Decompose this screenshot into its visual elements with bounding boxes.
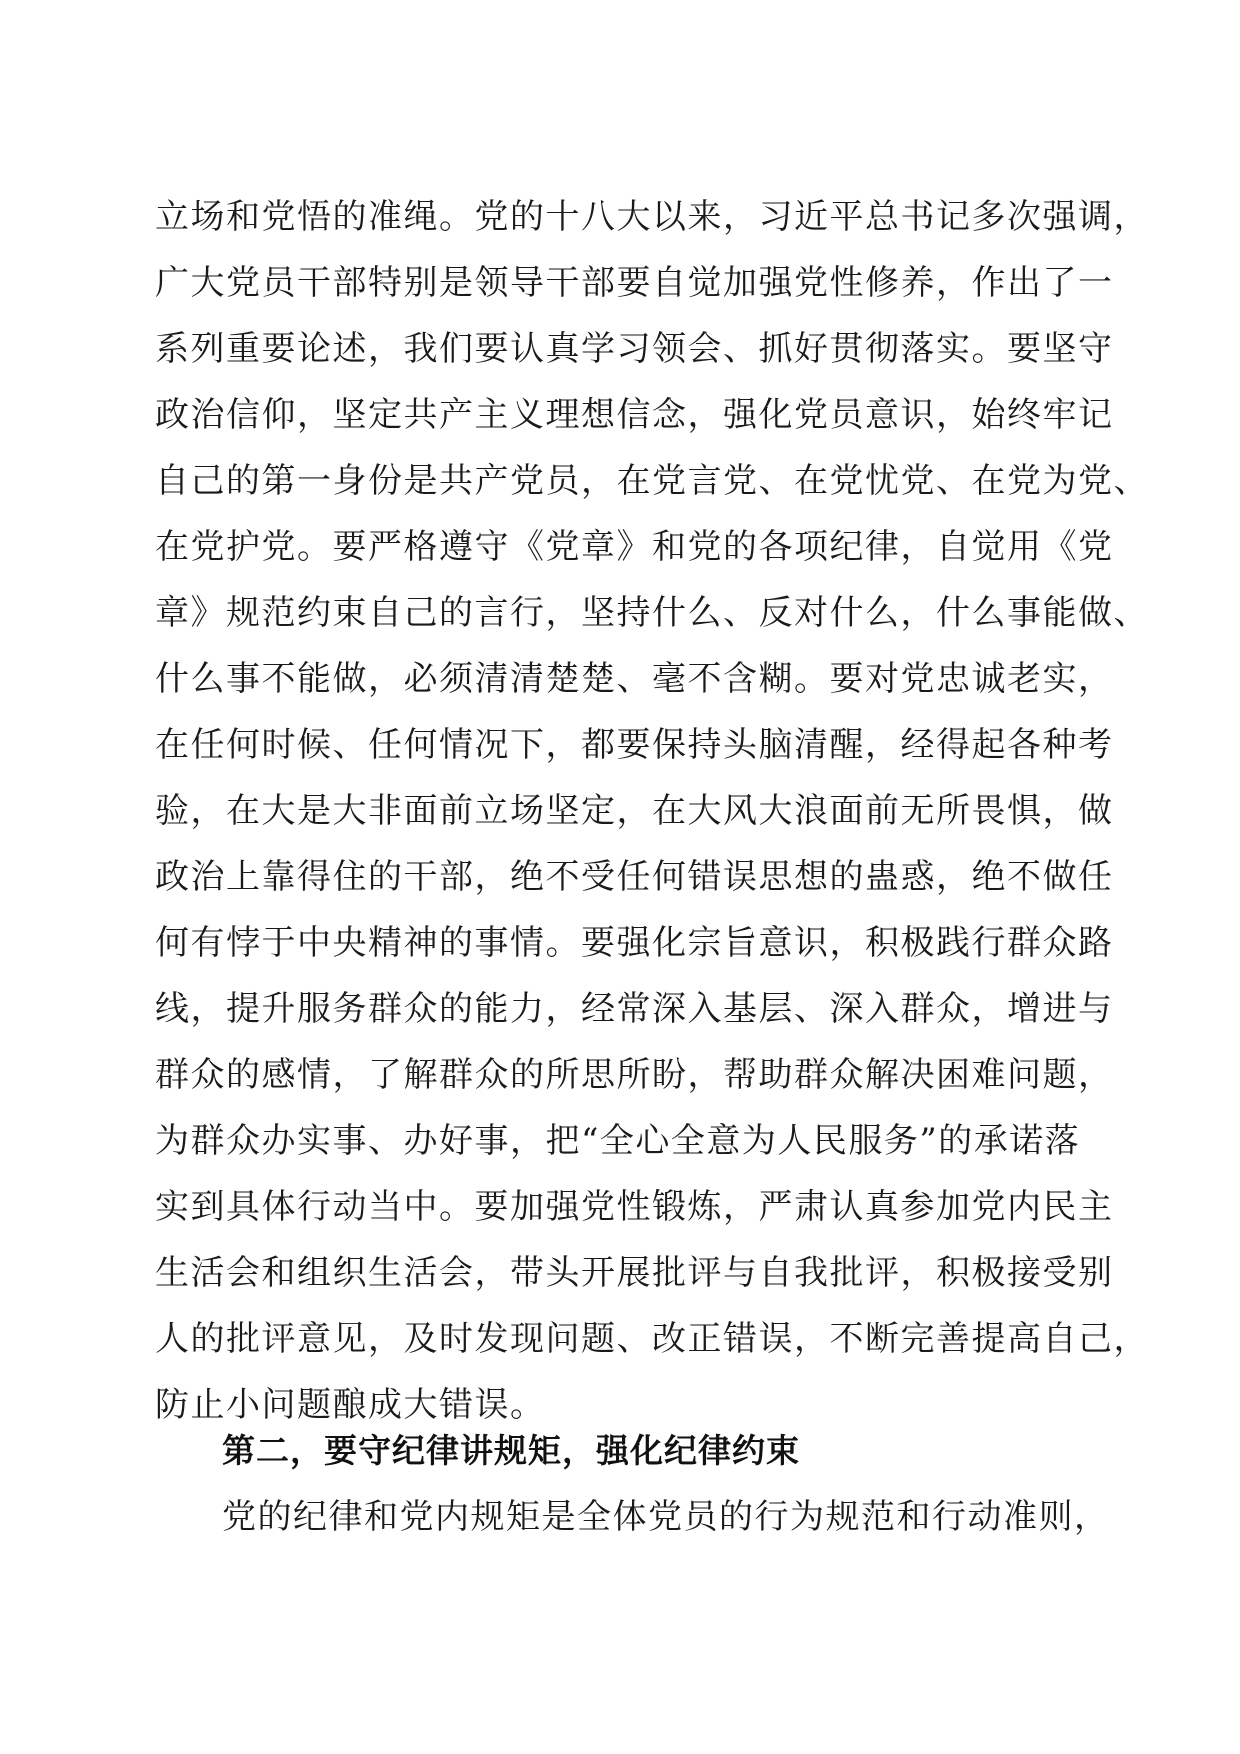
section-heading: 第二，要守纪律讲规矩，强化纪律约束	[222, 1431, 800, 1470]
text-line: 自己的第一身份是共产党员，在党言党、在党忧党、在党为党、	[155, 461, 1149, 501]
text-line: 人的批评意见，及时发现问题、改正错误，不断完善提高自己，	[155, 1319, 1149, 1359]
text-line: 线，提升服务群众的能力，经常深入基层、深入群众，增进与	[155, 989, 1114, 1029]
text-line: 政治信仰，坚定共产主义理想信念，强化党员意识，始终牢记	[155, 395, 1114, 435]
text-line: 防止小问题酿成大错误。	[155, 1385, 546, 1425]
text-line: 政治上靠得住的干部，绝不受任何错误思想的蛊惑，绝不做任	[155, 857, 1114, 897]
text-line: 生活会和组织生活会，带头开展批评与自我批评，积极接受别	[155, 1253, 1114, 1293]
text-line: 在任何时候、任何情况下，都要保持头脑清醒，经得起各种考	[155, 725, 1114, 765]
text-line: 什么事不能做，必须清清楚楚、毫不含糊。要对党忠诚老实，	[155, 659, 1114, 699]
text-line: 广大党员干部特别是领导干部要自觉加强党性修养，作出了一	[155, 263, 1114, 303]
text-line: 为群众办实事、办好事，把“全心全意为人民服务”的承诺落	[155, 1121, 1081, 1161]
text-line: 在党护党。要严格遵守《党章》和党的各项纪律，自觉用《党	[155, 527, 1114, 567]
text-line: 何有悖于中央精神的事情。要强化宗旨意识，积极践行群众路	[155, 923, 1114, 963]
text-line: 验，在大是大非面前立场坚定，在大风大浪面前无所畏惧，做	[155, 791, 1114, 831]
text-line: 立场和党悟的准绳。党的十八大以来，习近平总书记多次强调，	[155, 197, 1149, 237]
text-line: 章》规范约束自己的言行，坚持什么、反对什么，什么事能做、	[155, 593, 1149, 633]
text-line: 系列重要论述，我们要认真学习领会、抓好贯彻落实。要坚守	[155, 329, 1114, 369]
text-line: 群众的感情，了解群众的所思所盼，帮助群众解决困难问题，	[155, 1055, 1114, 1095]
body-text	[155, 184, 1149, 1438]
text-line: 实到具体行动当中。要加强党性锻炼，严肃认真参加党内民主	[155, 1187, 1114, 1227]
paragraph-first-line: 党的纪律和党内规矩是全体党员的行为规范和行动准则，	[222, 1497, 1110, 1537]
